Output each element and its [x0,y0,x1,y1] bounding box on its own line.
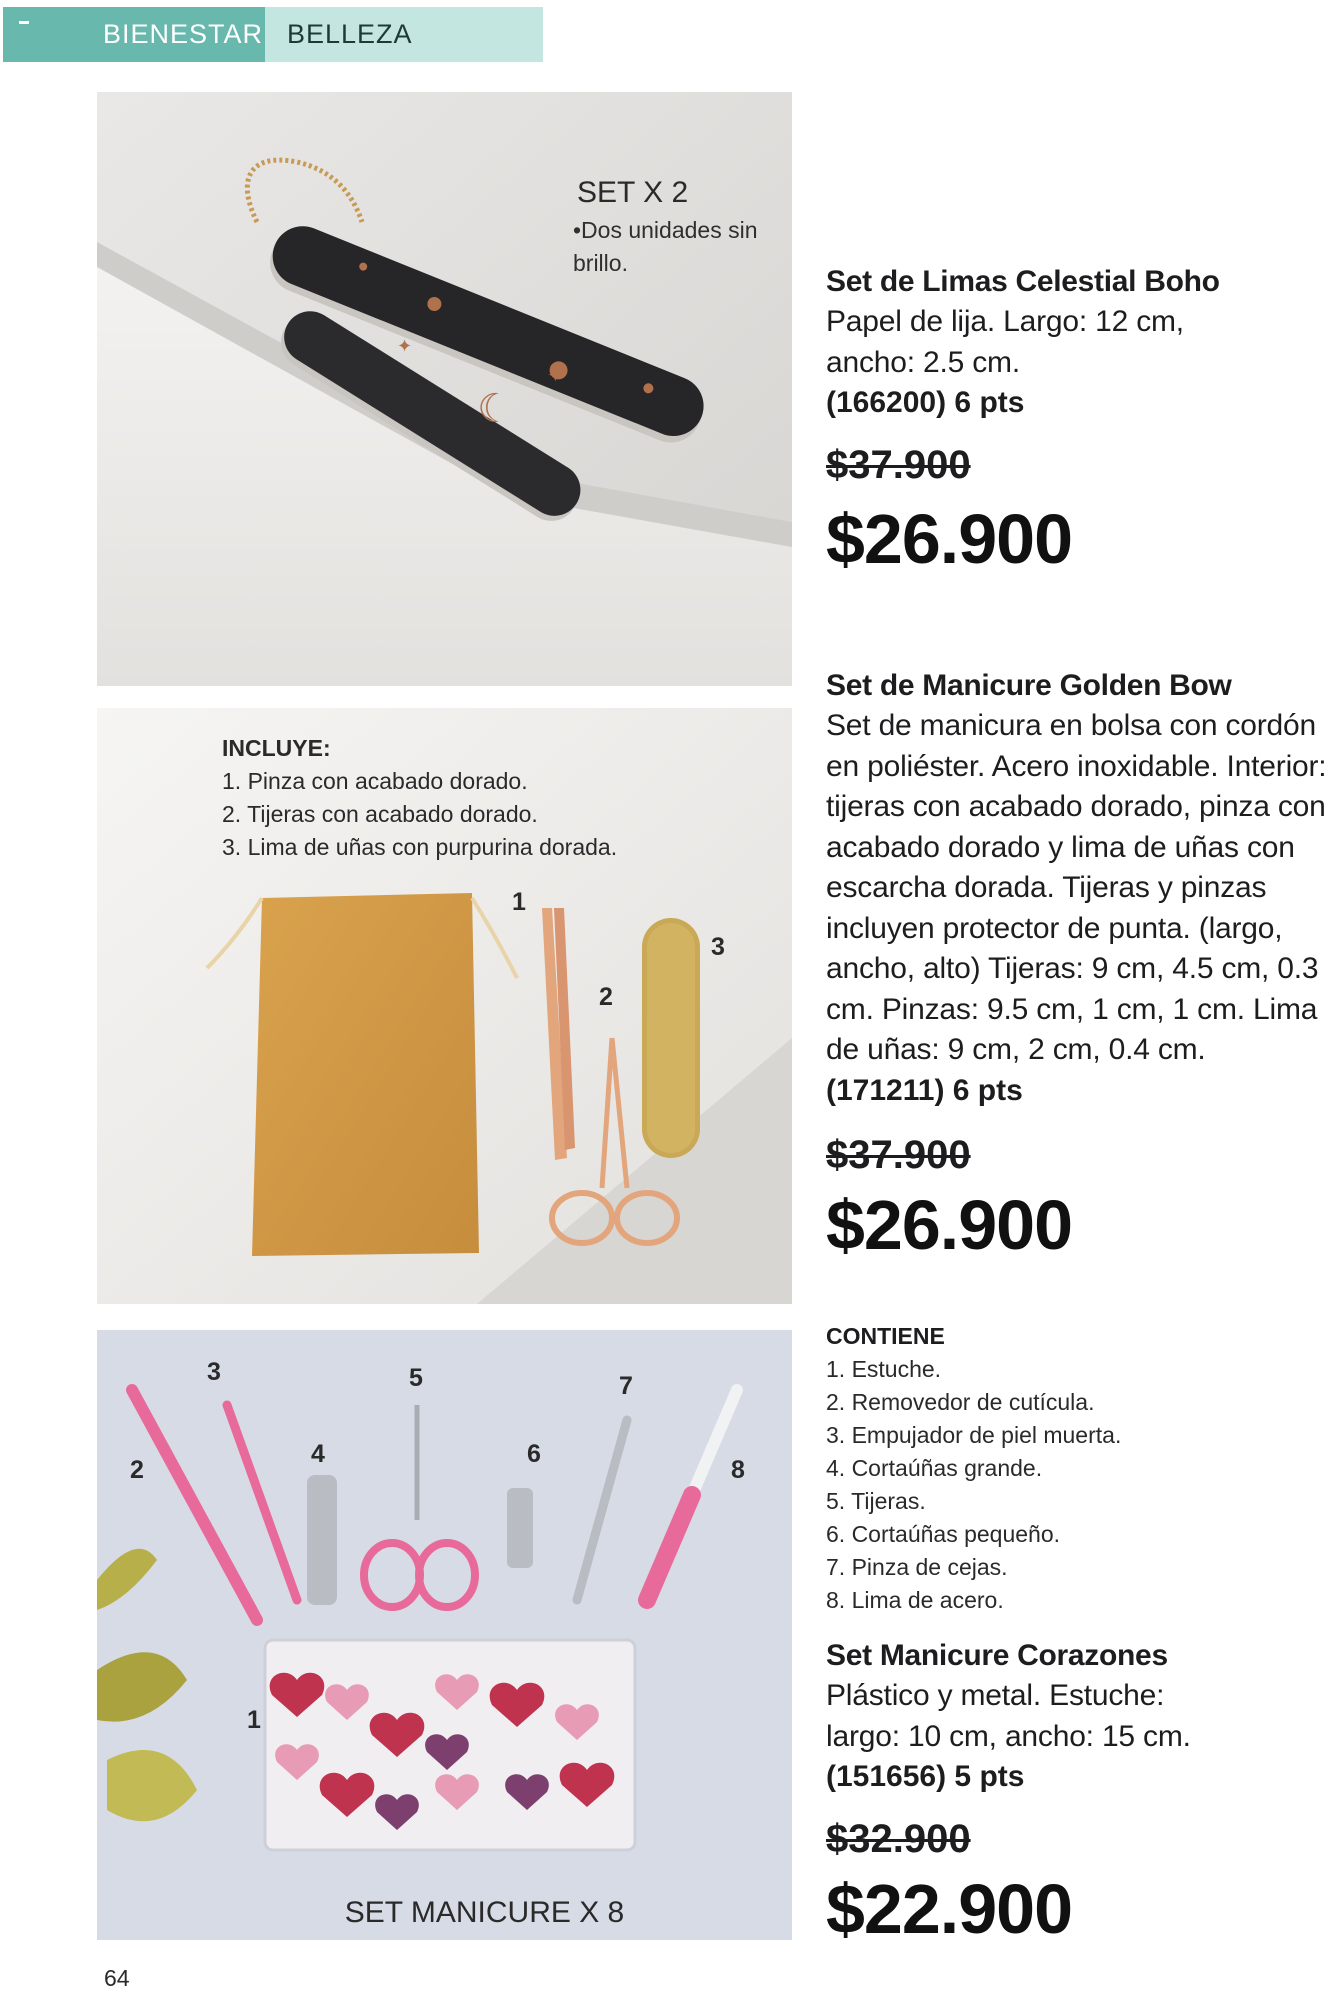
list-item: 3. Empujador de piel muerta. [826,1422,1122,1448]
page-number: 64 [104,1965,130,1991]
old-price: $37.900 [826,1132,971,1177]
list-item: 6. Cortaúñas pequeño. [826,1521,1061,1547]
tab-marker [19,21,29,24]
incluye-block [222,732,617,864]
list-item: 7. Pinza de cejas. [826,1554,1008,1580]
old-price: $37.900 [826,443,971,487]
svg-text:✦: ✦ [397,336,413,357]
contiene-block [826,1320,1336,1617]
list-item: 5. Tijeras. [826,1488,926,1514]
product-title: Set Manicure Corazones [826,1639,1168,1672]
svg-text:☾: ☾ [477,386,513,432]
contiene-list [826,1353,1336,1617]
photo-set-corazones [97,1330,792,1940]
list-item: 1. Estuche. [826,1356,942,1382]
set-x2-note: •Dos unidades sin brillo. [573,217,758,276]
product-description: Set de manicura en bolsa con cordón en poliéster. Acero inoxidable. Interior: tijeras con acabado dorado, pinza con acabado dorado y lima de uñas con escarcha dorada. Tijeras y pinzas incluyen protector de punta. (largo, ancho, alto) Tijeras: 9 cm, 4.5 cm, 0.3 cm. Pinzas: 9.5 cm, 1 cm, 1 cm. Lima de uñas: 9 cm, 2 cm, 0.4 cm. [826,709,1327,1066]
incluye-item: 2. Tijeras con acabado dorado. [222,801,538,827]
label-2: 2 [130,1456,144,1484]
product-code: (166200) 6 pts [826,386,1025,419]
label-3: 3 [711,933,725,961]
price: $26.900 [826,500,1073,578]
incluye-heading: INCLUYE: [222,735,331,761]
product-corazones [826,1636,1336,1949]
set-x8-caption: SET MANICURE X 8 [344,1896,625,1929]
list-item: 4. Cortaúñas grande. [826,1455,1043,1481]
product-code: (151656) 5 pts [826,1760,1025,1793]
label-1: 1 [512,888,526,916]
label-7: 7 [619,1372,633,1400]
list-item: 2. Removedor de cutícula. [826,1389,1095,1415]
photo-limas-celestial [97,92,792,686]
tab-bienestar[interactable] [3,7,265,62]
product-code: (171211) 6 pts [826,1073,1023,1107]
set-x2-title: SET X 2 [577,176,689,209]
label-4: 4 [311,1440,325,1468]
corazones-illustration [97,1330,792,1940]
label-6: 6 [527,1440,541,1468]
price: $26.900 [826,1185,1073,1264]
product-description: Plástico y metal. Estuche: largo: 10 cm, ancho: 15 cm. [826,1679,1191,1753]
tab-bienestar-label: BIENESTAR [103,19,264,49]
incluye-item: 1. Pinza con acabado dorado. [222,768,528,794]
section-tabs [3,7,543,62]
product-title: Set de Limas Celestial Boho [826,265,1220,298]
label-5: 5 [409,1364,423,1392]
contiene-heading: CONTIENE [826,1323,945,1349]
label-3: 3 [207,1358,221,1386]
tab-belleza-label: BELLEZA [287,19,413,49]
list-item: 8. Lima de acero. [826,1587,1004,1613]
product-limas-celestial [826,262,1336,579]
incluye-item: 3. Lima de uñas con purpurina dorada. [222,834,618,860]
product-title: Set de Manicure Golden Bow [826,669,1232,702]
label-1: 1 [247,1706,261,1734]
tab-belleza[interactable] [265,7,543,62]
label-8: 8 [731,1456,745,1484]
product-golden-bow [826,666,1336,1265]
label-2: 2 [599,983,613,1011]
product-description: Papel de lija. Largo: 12 cm, ancho: 2.5 cm. [826,305,1184,379]
price: $22.900 [826,1870,1073,1948]
photo-golden-bow [97,708,792,1304]
svg-text:✦: ✦ [547,363,564,387]
old-price: $32.900 [826,1817,971,1861]
